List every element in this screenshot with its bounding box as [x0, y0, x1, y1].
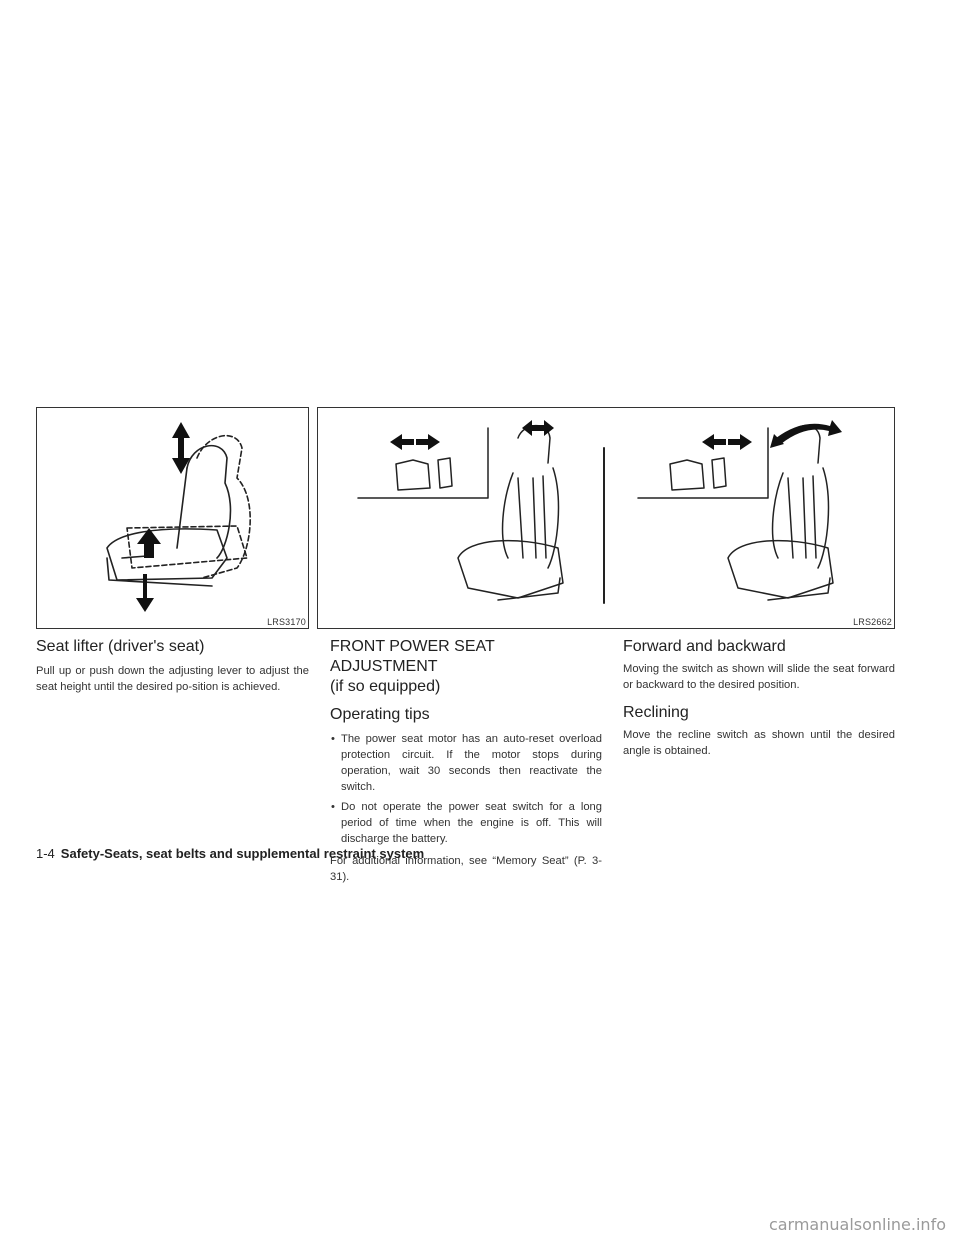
- bullet-mark: •: [331, 801, 335, 813]
- body-text-reclining: Move the recline switch as shown until the desired angle is obtained.: [623, 729, 895, 757]
- bullet-list: [330, 731, 602, 847]
- power-seat-figure: [317, 407, 895, 629]
- subsection-heading-forward: Forward and backward: [623, 638, 786, 655]
- section-heading: Seat lifter (driver's seat): [36, 638, 205, 655]
- watermark: carmanualsonline.info: [768, 1215, 946, 1234]
- subsection-heading-reclining: Reclining: [623, 704, 689, 721]
- column-adjustment: [623, 637, 895, 759]
- page-footer: [36, 846, 424, 861]
- body-text-forward: Moving the switch as shown will slide the seat forward or backward to the desired position.: [623, 663, 895, 691]
- seat-lifter-illustration: [37, 408, 310, 630]
- chapter-title: Safety-Seats, seat belts and supplemental restraint system: [60, 846, 425, 861]
- list-item-text: Do not operate the power seat switch for a long period of time when the engine is off. This will discharge the battery.: [341, 801, 602, 845]
- list-item: [330, 799, 602, 847]
- seat-lifter-figure: [36, 407, 309, 629]
- figure-code: LRS3170: [267, 617, 306, 627]
- section-heading-line2: (if so equipped): [330, 678, 441, 695]
- figure-code: LRS2662: [853, 617, 892, 627]
- cross-reference: For additional information, see “Memory Seat” (P. 3-31).: [330, 855, 602, 883]
- body-text: Pull up or push down the adjusting lever to adjust the seat height until the desired po-sition is achieved.: [36, 665, 309, 693]
- list-item: [330, 731, 602, 795]
- list-item-text: The power seat motor has an auto-reset overload protection circuit. If the motor stops during operation, wait 30 seconds then reactivate the switch.: [341, 733, 602, 793]
- bullet-mark: •: [331, 733, 335, 745]
- column-seat-lifter: [36, 637, 309, 695]
- section-heading-line1: FRONT POWER SEAT ADJUSTMENT: [330, 638, 495, 675]
- power-seat-illustration: [318, 408, 896, 630]
- subsection-heading: Operating tips: [330, 706, 430, 723]
- page-number: 1-4: [36, 846, 55, 861]
